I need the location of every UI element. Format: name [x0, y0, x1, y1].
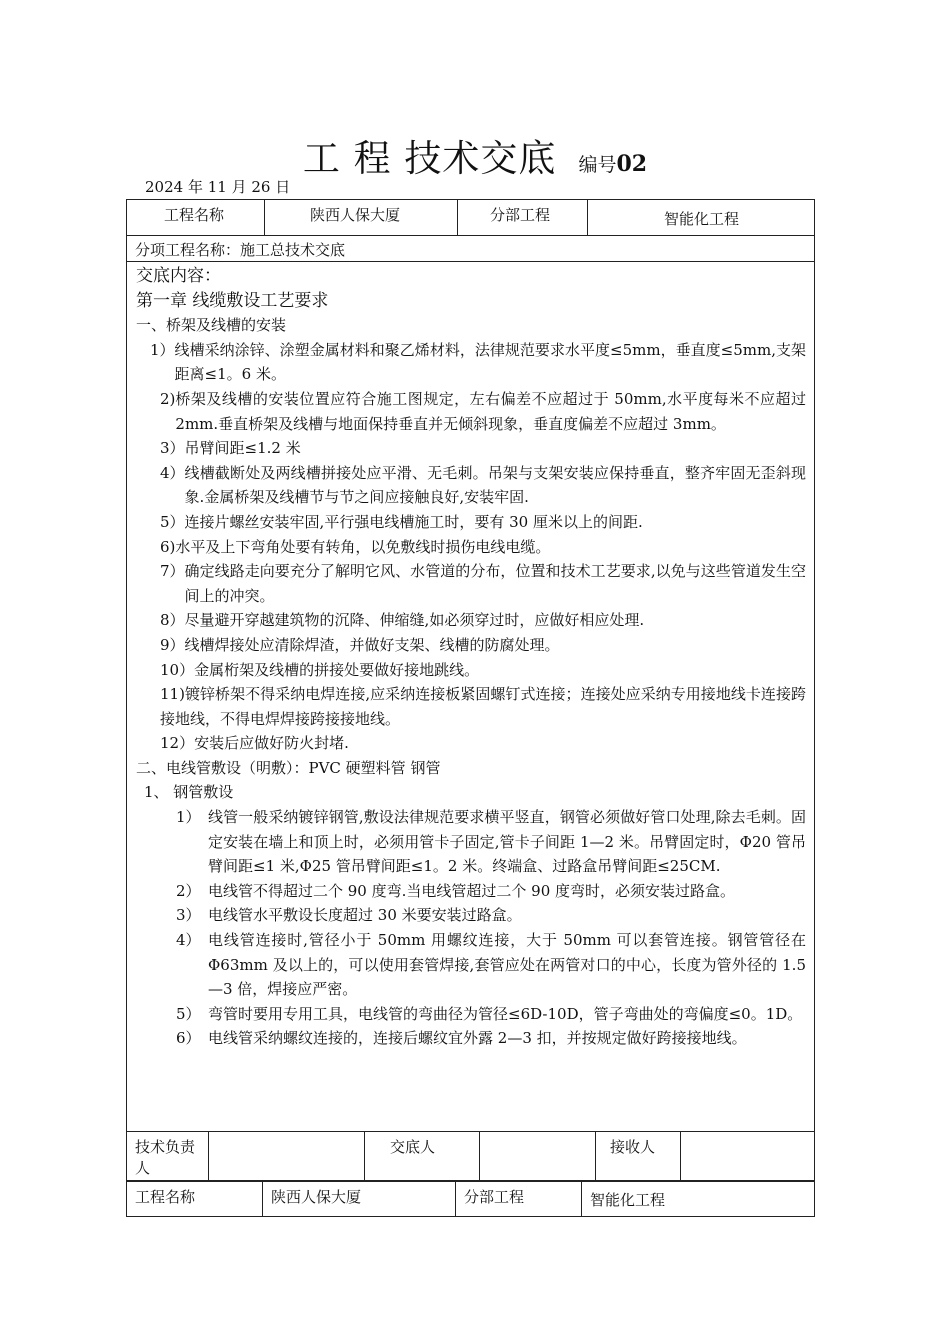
footer-project-label: 工程名称: [127, 1182, 263, 1216]
list-item: 1） 线槽采纳涂锌、涂塑金属材料和聚乙烯材料，法律规范要求水平度≤5mm，垂直度≤5mm,支架距离≤1。6 米。: [150, 340, 806, 384]
list-item: 2) 桥架及线槽的安装位置应符合施工图规定，左右偏差不应超过于 50mm,水平度每米不应超过 2mm.垂直桥架及线槽与地面保持垂直并无倾斜现象，垂直度偏差不应超过 3mm。: [160, 389, 806, 433]
code-number: 02: [616, 151, 648, 177]
list-item: 4） 线槽截断处及两线槽拼接处应平滑、无毛刺。吊架与支架安装应保持垂直，整齐牢固无歪斜现象.金属桥架及线槽节与节之间应接触良好,安装牢固.: [160, 463, 806, 507]
subitem-name: 分项工程名称：施工总技术交底: [135, 241, 346, 259]
subitem-row: [127, 236, 814, 262]
document-date: 2024 年 11 月 26 日: [145, 178, 291, 196]
footer-project-value: 陕西人保大厦: [263, 1182, 456, 1216]
list-item: 6) 水平及上下弯角处要有转角，以免敷线时损伤电线电缆。: [160, 537, 551, 556]
list-item: 5） 连接片螺丝安装牢固,平行强电线槽施工时，要有 30 厘米以上的间距.: [160, 512, 643, 531]
content-heading: 交底内容：: [136, 266, 221, 286]
subsection-title: 1、 钢管敷设: [144, 783, 234, 802]
list-item: 8） 尽量避开穿越建筑物的沉降、伸缩缝,如必须穿过时，应做好相应处理.: [160, 611, 645, 630]
code-label: 编号: [578, 154, 617, 176]
section-1-title: 一、桥架及线槽的安装: [136, 316, 287, 335]
footer-info-row: [127, 1182, 814, 1216]
list-item: 11)镀锌桥架不得采纳电焊连接,应采纳连接板紧固螺钉式连接；连接处应采纳专用接地线卡连接跨接地线，不得电焊焊接跨接接地线。: [160, 685, 806, 728]
division-value: 智能化工程: [664, 210, 740, 228]
list-item: 2） 电线管不得超过二个 90 度弯.当电线管超过二个 90 度弯时，必须安装过路盒。: [176, 881, 736, 900]
tech-lead-value: [209, 1132, 365, 1180]
footer-division-value: 智能化工程: [590, 1191, 666, 1209]
list-item: 12） 安装后应做好防火封堵.: [160, 734, 349, 753]
document-title: 工 程 技术交底: [302, 137, 557, 180]
footer-table: [126, 1181, 815, 1217]
list-item: 7） 确定线路走向要充分了解明它风、水管道的分布，位置和技术工艺要求,以免与这些管道发生空间上的冲突。: [160, 562, 806, 605]
info-row: [127, 200, 814, 236]
signature-row: [127, 1132, 814, 1180]
footer-division-label: 分部工程: [456, 1182, 582, 1216]
main-table: [126, 199, 815, 1181]
project-name-value: 陕西人保大厦: [265, 200, 458, 235]
list-item: 9） 线槽焊接处应清除焊渣，并做好支架、线槽的防腐处理。: [160, 635, 560, 654]
division-label: 分部工程: [458, 200, 588, 235]
content-row: [127, 262, 814, 1132]
tech-lead-label: 技术负责人: [127, 1132, 209, 1180]
document-header: [0, 128, 950, 182]
project-name-label: 工程名称: [127, 200, 265, 235]
receiver-label: 接收人: [596, 1132, 681, 1180]
discloser-label: 交底人: [365, 1132, 480, 1180]
list-item: 1） 线管一般采纳镀锌钢管,敷设法律规范要求横平竖直，钢管必须做好管口处理,除去毛刺。固定安装在墙上和顶上时，必须用管卡子固定,管卡子间距 1—2 米。吊臂固定时，Φ20 管吊臂间距≤1 米,Φ25 管吊臂间距≤1。2 米。终端盒、过路盒吊臂间距≤25CM.: [176, 808, 806, 876]
list-item: 3） 电线管水平敷设长度超过 30 米要安装过路盒。: [176, 906, 522, 925]
receiver-value: [681, 1132, 814, 1180]
list-item: 5） 弯管时要用专用工具，电线管的弯曲径为管径≤6D-10D，管子弯曲处的弯偏度≤0。1D。: [176, 1004, 803, 1023]
chapter-title: 第一章 线缆敷设工艺要求: [136, 290, 329, 311]
disclosure-content: [127, 262, 814, 1131]
discloser-value: [480, 1132, 596, 1180]
list-item: 6） 电线管采纳螺纹连接的，连接后螺纹宜外露 2—3 扣，并按规定做好跨接接地线。: [176, 1029, 747, 1048]
list-item: 10） 金属桁架及线槽的拼接处要做好接地跳线。: [160, 660, 480, 679]
section-2-title: 二、电线管敷设（明敷）：PVC 硬塑料管 钢管: [136, 758, 441, 777]
list-item: 4） 电线管连接时,管径小于 50mm 用螺纹连接，大于 50mm 可以套管连接。钢管管径在 Φ63mm 及以上的，可以使用套管焊接,套管应处在两管对口的中心，长度为管外径的 1.5—3 倍，焊接应严密。: [176, 931, 806, 999]
list-item: 3） 吊臂间距≤1.2 米: [160, 439, 301, 458]
